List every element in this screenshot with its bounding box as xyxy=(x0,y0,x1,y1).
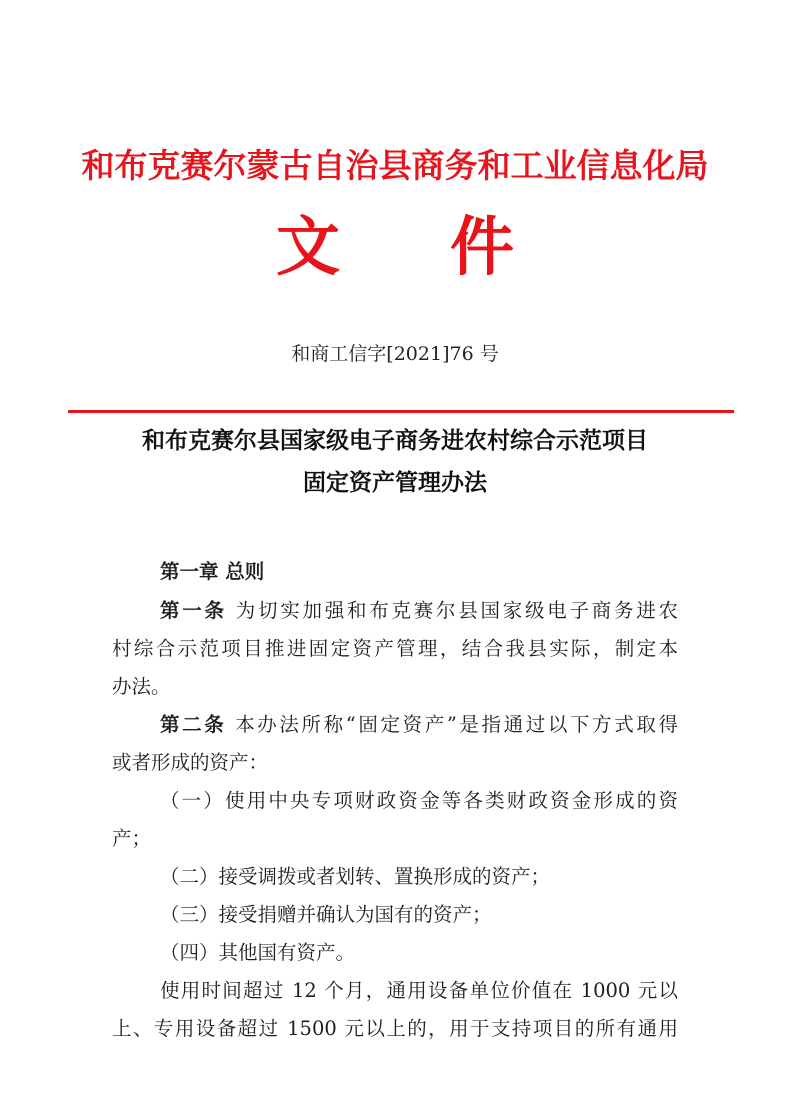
article-1-text: 为切实加强和布克赛尔县国家级电子商务进农 xyxy=(235,599,678,622)
red-divider-line xyxy=(68,410,734,413)
item-1-line-1: （一）使用中央专项财政资金等各类财政资金形成的资 xyxy=(160,789,678,812)
paragraph-line-2: 上、专用设备超过 1500 元以上的，用于支持项目的所有通用 xyxy=(112,1017,678,1040)
agency-name: 和布克赛尔蒙古自治县商务和工业信息化局 xyxy=(81,146,709,185)
article-1-line-1 xyxy=(160,597,678,625)
article-2-line-2: 或者形成的资产： xyxy=(112,751,269,774)
article-2-label: 第二条 xyxy=(160,713,227,736)
document-number: 和商工信字[2021]76 号 xyxy=(291,343,499,365)
item-4: （四）其他国有资产。 xyxy=(160,941,356,964)
article-2-line-1 xyxy=(160,711,678,739)
title-line-1: 和布克赛尔县国家级电子商务进农村综合示范项目 xyxy=(142,427,648,454)
title-line-2: 固定资产管理办法 xyxy=(303,469,487,496)
paragraph-line-1: 使用时间超过 12 个月，通用设备单位价值在 1000 元以 xyxy=(160,979,678,1002)
article-1-line-3: 办法。 xyxy=(112,675,171,698)
article-1-line-2: 村综合示范项目推进固定资产管理，结合我县实际，制定本 xyxy=(112,637,678,660)
document-title xyxy=(0,420,790,504)
chapter-heading: 第一章 总则 xyxy=(160,560,265,583)
item-2: （二）接受调拨或者划转、置换形成的资产； xyxy=(160,865,551,888)
item-3: （三）接受捐赠并确认为国有的资产； xyxy=(160,903,492,926)
document-type: 文件 xyxy=(276,210,624,285)
article-2-text: 本办法所称“固定资产”是指通过以下方式取得 xyxy=(235,713,678,736)
item-1-line-2: 产； xyxy=(112,827,152,850)
article-1-label: 第一条 xyxy=(160,599,227,622)
